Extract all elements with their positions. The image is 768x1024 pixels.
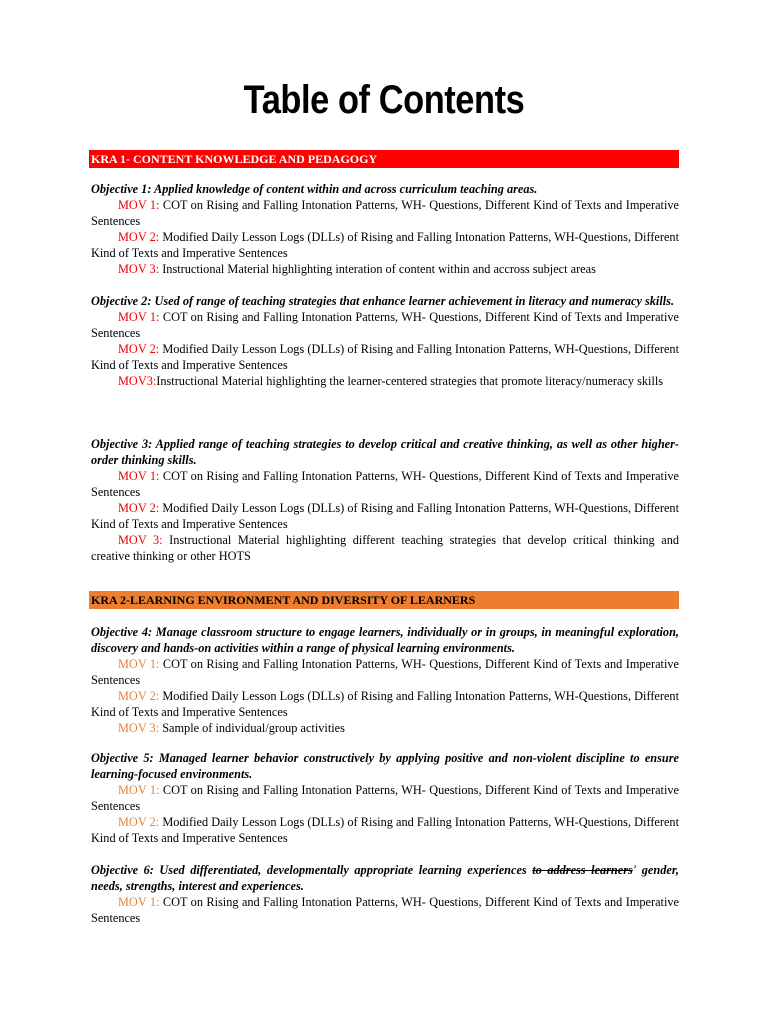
objective-2-mov-1: [91, 309, 679, 341]
objective-3: [91, 436, 679, 564]
mov-text: COT on Rising and Falling Intonation Patterns, WH- Questions, Different Kind of Texts and Imperative Sentences: [91, 657, 679, 687]
kra-1-heading: KRA 1- CONTENT KNOWLEDGE AND PEDAGOGY: [89, 150, 679, 168]
mov-prefix: MOV 2:: [118, 342, 160, 356]
mov-text: Modified Daily Lesson Logs (DLLs) of Rising and Falling Intonation Patterns, WH-Questions, Different Kind of Texts and Imperative Sentences: [91, 342, 680, 372]
mov-prefix: MOV3:: [118, 374, 157, 388]
objective-4-mov-1: [91, 656, 679, 688]
kra-2-heading: KRA 2-LEARNING ENVIRONMENT AND DIVERSITY OF LEARNERS: [89, 591, 679, 609]
objective-3-text: Objective 3: Applied range of teaching strategies to develop critical and creative thinking, as well as other higher-order thinking skills.: [91, 437, 679, 467]
mov-text: COT on Rising and Falling Intonation Patterns, WH- Questions, Different Kind of Texts and Imperative Sentences: [91, 783, 679, 813]
objective-2-text: Objective 2: Used of range of teaching strategies that enhance learner achievement in literacy and numeracy skills.: [91, 294, 675, 308]
mov-prefix: MOV 3:: [118, 721, 160, 735]
objective-6-mov-1: [91, 894, 679, 926]
mov-text: Modified Daily Lesson Logs (DLLs) of Rising and Falling Intonation Patterns, WH-Questions, Different Kind of Texts and Imperative Sentences: [91, 230, 680, 260]
mov-text: COT on Rising and Falling Intonation Patterns, WH- Questions, Different Kind of Texts and Imperative Sentences: [91, 310, 679, 340]
mov-prefix: MOV 3:: [118, 533, 163, 547]
objective-5-mov-2: [91, 814, 679, 846]
objective-6-text-start: Objective 6: Used differentiated, developmentally appropriate learning experiences: [91, 863, 533, 877]
mov-prefix: MOV 2:: [118, 230, 160, 244]
objective-6: [91, 862, 679, 926]
objective-3-mov-1: [91, 468, 679, 500]
objective-2: [91, 293, 679, 389]
objective-5: [91, 750, 679, 846]
mov-prefix: MOV 1:: [118, 783, 160, 797]
objective-4-text: Objective 4: Manage classroom structure to engage learners, individually or in groups, in meaningful exploration, discovery and hands-on activities within a range of physical learning environments.: [91, 625, 679, 655]
objective-3-mov-3: [91, 532, 679, 564]
mov-prefix: MOV 2:: [118, 815, 160, 829]
mov-text: Modified Daily Lesson Logs (DLLs) of Rising and Falling Intonation Patterns, WH-Questions, Different Kind of Texts and Imperative Sentences: [91, 501, 680, 531]
mov-text: Sample of individual/group activities: [159, 721, 345, 735]
objective-1-text: Objective 1: Applied knowledge of content within and across curriculum teaching areas.: [91, 182, 538, 196]
objective-1-mov-3: [91, 261, 679, 277]
objective-2-mov-2: [91, 341, 679, 373]
mov-text: Modified Daily Lesson Logs (DLLs) of Rising and Falling Intonation Patterns, WH-Questions, Different Kind of Texts and Imperative Sentences: [91, 815, 680, 845]
objective-1-mov-1: [91, 197, 679, 229]
objective-5-mov-1: [91, 782, 679, 814]
mov-text: COT on Rising and Falling Intonation Patterns, WH- Questions, Different Kind of Texts and Imperative Sentences: [91, 469, 679, 499]
mov-text: Instructional Material highlighting the learner-centered strategies that promote literacy/numeracy skills: [156, 374, 664, 388]
objective-4-mov-3: [91, 720, 679, 736]
mov-text: Instructional Material highlighting different teaching strategies that develop critical thinking and creative thinking or other HOTS: [91, 533, 679, 563]
objective-4-mov-2: [91, 688, 679, 720]
page-title: Table of Contents: [243, 78, 525, 122]
mov-prefix: MOV 3:: [118, 262, 160, 276]
objective-1-mov-2: [91, 229, 679, 261]
mov-text: Modified Daily Lesson Logs (DLLs) of Rising and Falling Intonation Patterns, WH-Questions, Different Kind of Texts and Imperative Sentences: [91, 689, 680, 719]
objective-6-text: [91, 862, 679, 894]
objective-6-text-end: ' gender, needs, strengths, interest and experiences.: [91, 863, 679, 893]
objective-4: [91, 624, 679, 736]
mov-prefix: MOV 2:: [118, 689, 160, 703]
mov-prefix: MOV 1:: [118, 310, 160, 324]
objective-5-text: Objective 5: Managed learner behavior constructively by applying positive and non-violent discipline to ensure learning-focused environments.: [91, 751, 679, 781]
mov-prefix: MOV 1:: [118, 469, 160, 483]
objective-1: [91, 181, 679, 277]
mov-text: COT on Rising and Falling Intonation Patterns, WH- Questions, Different Kind of Texts and Imperative Sentences: [91, 198, 679, 228]
mov-text: Instructional Material highlighting interation of content within and accross subject areas: [159, 262, 596, 276]
mov-text: COT on Rising and Falling Intonation Patterns, WH- Questions, Different Kind of Texts and Imperative Sentences: [91, 895, 679, 925]
mov-prefix: MOV 1:: [118, 895, 160, 909]
objective-2-mov-3: [91, 373, 679, 389]
objective-3-mov-2: [91, 500, 679, 532]
objective-6-strikethrough: to address learners: [532, 863, 633, 877]
mov-prefix: MOV 1:: [118, 657, 160, 671]
mov-prefix: MOV 2:: [118, 501, 160, 515]
mov-prefix: MOV 1:: [118, 198, 160, 212]
